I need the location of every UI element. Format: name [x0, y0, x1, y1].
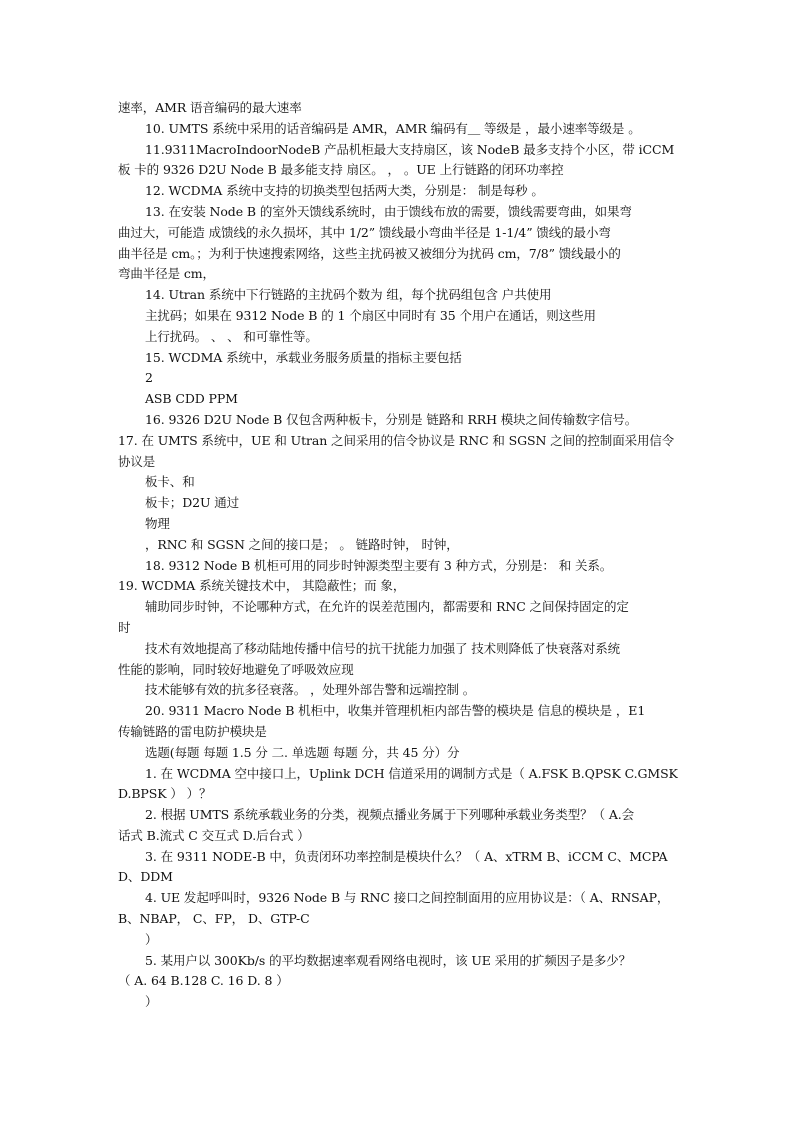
text-line: ASB CDD PPM: [145, 391, 238, 407]
text-line: 性能的影响，同时较好地避免了呼吸效应现: [118, 661, 354, 677]
text-line: ，RNC 和 SGSN 之间的接口是； 。 链路时钟， 时钟，: [145, 536, 459, 552]
text-line: 速率，AMR 语音编码的最大速率: [118, 100, 302, 115]
text-line: 2. 根据 UMTS 系统承载业务的分类，视频点播业务属于下列哪种承载业务类型？（ A.会: [145, 807, 635, 823]
text-line: 辅助同步时钟，不论哪种方式，在允许的误差范围内，都需要和 RNC 之间保持固定的定: [145, 599, 629, 615]
text-line: 弯曲半径是 cm，: [118, 266, 215, 282]
text-line: 板卡；D2U 通过: [145, 495, 240, 511]
text-line: ）: [145, 994, 158, 1010]
text-line: 3. 在 9311 NODE-B 中，负责闭环功率控制是模块什么？（ A、xTRM B、iCCM C、MCPA: [145, 848, 668, 864]
text-line: 1. 在 WCDMA 空中接口上，Uplink DCH 信道采用的调制方式是（ A.FSK B.QPSK C.GMSK: [145, 765, 678, 781]
text-line: 选题(每题 每题 1.5 分 二. 单选题 每题 分，共 45 分）分: [145, 744, 460, 760]
text-line: 5. 某用户以 300Kb/s 的平均数据速率观看网络电视时，该 UE 采用的扩频因子是多少？: [145, 952, 632, 968]
text-line: 17. 在 UMTS 系统中，UE 和 Utran 之间采用的信令协议是 RNC 和 SGSN 之间的控制面采用信令: [118, 432, 675, 448]
text-line: 14. Utran 系统中下行链路的主扰码个数为 组，每个扰码组包含 户共使用: [145, 287, 552, 303]
text-line: 16. 9326 D2U Node B 仅包含两种板卡，分别是 链路和 RRH 模块之间传输数字信号。: [145, 411, 638, 427]
text-line: 技术能够有效的抗多径衰落。 ，处理外部告警和远端控制 。: [145, 682, 476, 698]
text-line: 20. 9311 Macro Node B 机柜中，收集并管理机柜内部告警的模块是 信息的模块是 ，E1: [145, 703, 646, 719]
document-body: [118, 98, 690, 1013]
text-line: 技术有效地提高了移动陆地传播中信号的抗干扰能力加强了 技术则降低了快衰落对系统: [145, 640, 621, 656]
text-line: 11.9311MacroIndoorNodeB 产品机柜最大支持扇区，该 NodeB 最多支持个小区，带 iCCM: [145, 141, 675, 157]
text-line: 19. WCDMA 系统关键技术中， 其隐蔽性；而 象，: [118, 578, 406, 594]
text-line: 物理: [145, 515, 170, 531]
text-line: 18. 9312 Node B 机柜可用的同步时钟源类型主要有 3 种方式，分别是： 和 关系。: [145, 557, 613, 573]
text-line: 15. WCDMA 系统中，承载业务服务质量的指标主要包括: [145, 349, 462, 365]
text-line: （ A. 64 B.128 C. 16 D. 8 ）: [118, 973, 289, 989]
text-line: 13. 在安装 Node B 的室外天馈线系统时，由于馈线布放的需要，馈线需要弯曲，如果弯: [145, 203, 632, 219]
text-line: 曲半径是 cm。；为利于快速搜索网络，这些主扰码被又被细分为扰码 cm，7/8” 馈线最小的: [118, 245, 621, 261]
text-line: 上行扰码。 、 、 和可靠性等。: [145, 328, 318, 344]
text-line: 曲过大，可能造 成馈线的永久损坏，其中 1/2” 馈线最小弯曲半径是 1-1/4” 馈线的最小弯: [118, 224, 611, 240]
text-line: B、NBAP， C、FP， D、GTP-C: [118, 911, 310, 927]
text-line: ）: [145, 931, 158, 947]
text-line: 板卡、和: [145, 474, 195, 490]
text-line: 12. WCDMA 系统中支持的切换类型包括两大类，分别是： 制是每秒 。: [145, 183, 544, 199]
text-line: 板 卡的 9326 D2U Node B 最多能支持 扇区。 ， 。UE 上行链路的闭环功率控: [118, 162, 564, 178]
text-line: 4. UE 发起呼叫时，9326 Node B 与 RNC 接口之间控制面用的应用协议是：（ A、RNSAP，: [145, 890, 670, 906]
text-line: 协议是: [118, 453, 156, 469]
text-line: D.BPSK ） ）？: [118, 786, 212, 802]
text-line: 话式 B.流式 C 交互式 D.后台式 ）: [118, 827, 310, 843]
text-line: D、DDM: [118, 869, 173, 885]
text-line: 10. UMTS 系统中采用的话音编码是 AMR，AMR 编码有＿ 等级是 ，最小速率等级是 。: [145, 120, 641, 136]
text-line: 主扰码；如果在 9312 Node B 的 1 个扇区中同时有 35 个用户在通话，则这些用: [145, 307, 596, 323]
text-line: 2: [145, 370, 153, 386]
text-line: 时: [118, 619, 131, 635]
text-line: 传输链路的雷电防护模块是: [118, 723, 267, 739]
